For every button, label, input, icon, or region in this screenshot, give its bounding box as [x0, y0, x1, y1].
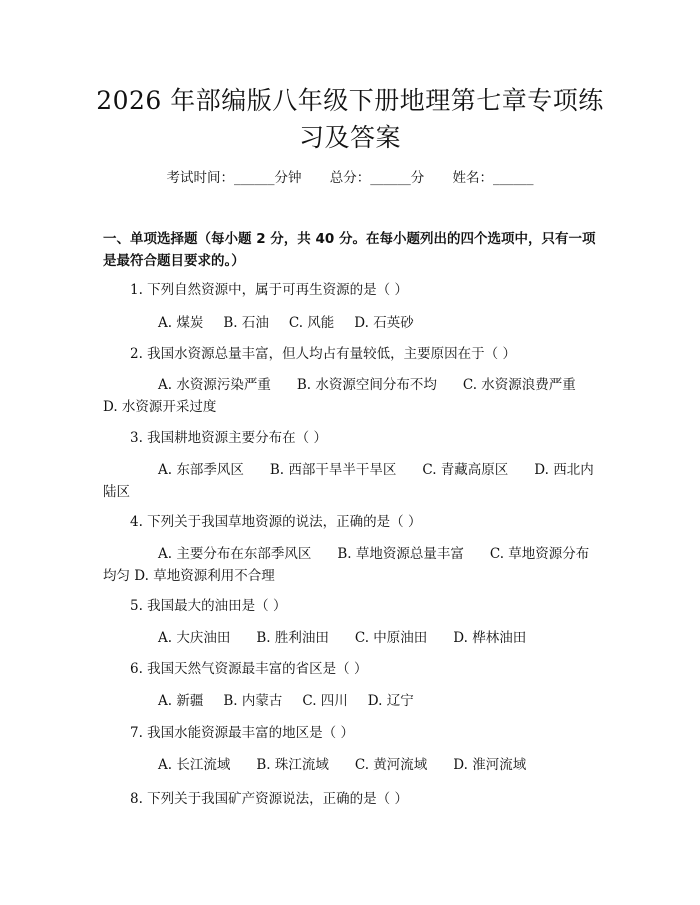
option: C. 水资源浪费严重 [462, 377, 576, 393]
option: A. 新疆 [158, 693, 204, 709]
option: B. 西部干旱半干旱区 [269, 462, 397, 478]
question-options [103, 627, 600, 649]
option: D. 桦林油田 [453, 630, 527, 646]
title-line-1: 2026 年部编版八年级下册地理第七章专项练 [96, 86, 604, 115]
option: C. 风能 [288, 315, 335, 331]
option: C. 草地资源分布均匀 [103, 546, 590, 584]
question-stem: 8. 下列关于我国矿产资源说法，正确的是（ ） [130, 791, 408, 807]
question-stem: 4. 下列关于我国草地资源的说法，正确的是（ ） [130, 514, 422, 530]
option: D. 石英砂 [354, 315, 414, 331]
question-stem: 1. 下列自然资源中，属于可再生资源的是（ ） [130, 282, 408, 298]
option: B. 珠江流域 [256, 757, 329, 773]
option: B. 草地资源总量丰富 [337, 546, 464, 562]
option: A. 煤炭 [158, 315, 204, 331]
option: C. 中原油田 [354, 630, 428, 646]
question-options [103, 374, 600, 418]
question-options [103, 543, 600, 587]
question-stem: 5. 我国最大的油田是（ ） [130, 598, 287, 614]
exam-time-field: 考试时间：______分钟 [166, 170, 302, 186]
option: D. 水资源开采过度 [103, 399, 217, 415]
option: A. 长江流域 [158, 757, 231, 773]
question-stem: 3. 我国耕地资源主要分布在（ ） [130, 430, 327, 446]
question-stem: 2. 我国水资源总量丰富，但人均占有量较低，主要原因在于（ ） [130, 346, 516, 362]
option: A. 水资源污染严重 [158, 377, 271, 393]
option: B. 石油 [223, 315, 269, 331]
option: C. 四川 [302, 693, 348, 709]
title-line-2: 习及答案 [298, 123, 401, 152]
exam-info [0, 168, 700, 188]
total-score-field: 总分：______分 [329, 170, 425, 186]
option: D. 辽宁 [367, 693, 414, 709]
option: B. 水资源空间分布不均 [296, 377, 437, 393]
question-options [103, 459, 600, 503]
option: A. 主要分布在东部季风区 [158, 546, 312, 562]
option: D. 淮河流域 [453, 757, 527, 773]
option: A. 东部季风区 [158, 462, 244, 478]
question-stem: 7. 我国水能资源最丰富的地区是（ ） [130, 725, 354, 741]
option: C. 黄河流域 [354, 757, 428, 773]
option: D. 草地资源利用不合理 [134, 568, 275, 584]
option: C. 青藏高原区 [422, 462, 509, 478]
option: D. 西北内陆区 [103, 462, 594, 500]
option: B. 内蒙古 [223, 693, 283, 709]
question-stem: 6. 我国天然气资源最丰富的省区是（ ） [130, 661, 368, 677]
question-options [103, 754, 600, 776]
option: B. 胜利油田 [256, 630, 329, 646]
question-options [103, 690, 600, 712]
student-name-field: 姓名：______ [452, 170, 534, 186]
section-heading: 一、单项选择题（每小题 2 分，共 40 分。在每小题列出的四个选项中，只有一项是最符合题目要求的。） [103, 231, 596, 269]
document-title [80, 82, 620, 156]
option: A. 大庆油田 [158, 630, 231, 646]
question-options [103, 312, 600, 334]
